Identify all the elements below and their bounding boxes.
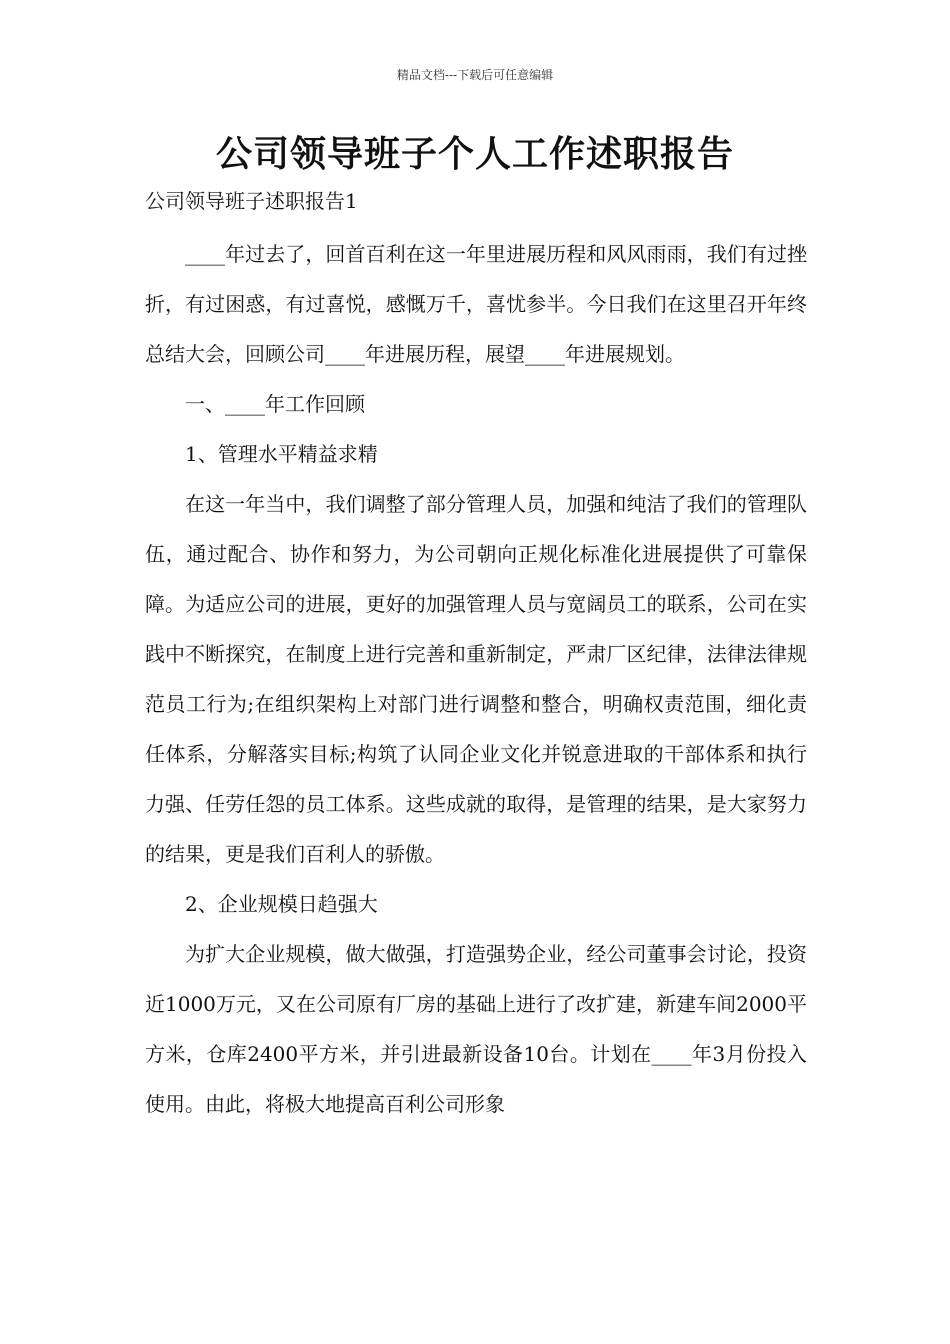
- document-subtitle: 公司领导班子述职报告1: [145, 189, 358, 213]
- section-heading-review: 一、____年工作回顾: [185, 392, 365, 416]
- header-note: 精品文档---下载后可任意编辑: [396, 68, 554, 82]
- paragraph-management: 在这一年当中，我们调整了部分管理人员，加强和纯洁了我们的管理队伍，通过配合、协作和努力，为公司朝向正规化标准化进展提供了可靠保障。为适应公司的进展，更好的加强管理人员与宽阔员工的联系，公司在实践中不断探究，在制度上进行完善和重新制定，严肃厂区纪律，法律法律规范员工行为;在组织架构上对部门进行调整和整合，明确权责范围，细化责任体系，分解落实目标;构筑了认同企业文化并锐意进取的干部体系和执行力强、任劳任怨的员工体系。这些成就的取得，是管理的结果，是大家努力的结果，更是我们百利人的骄傲。: [145, 492, 807, 866]
- paragraph-intro: ____年过去了，回首百利在这一年里进展历程和风风雨雨，我们有过挫折，有过困惑，有过喜悦，感慨万千，喜忧参半。今日我们在这里召开年终总结大会，回顾公司____年进展历程，展望____年进展规划。: [145, 242, 807, 366]
- paragraph-scale: 为扩大企业规模，做大做强，打造强势企业，经公司董事会讨论，投资近1000万元，又在公司原有厂房的基础上进行了改扩建，新建车间2000平方米，仓库2400平方米，并引进最新设备10台。计划在____年3月份投入使用。由此，将极大地提高百利公司形象: [145, 942, 807, 1116]
- document-body: [145, 180, 807, 1129]
- subsection-heading-management: 1、管理水平精益求精: [185, 442, 378, 466]
- subsection-heading-scale: 2、企业规模日趋强大: [185, 892, 378, 916]
- document-title: 公司领导班子个人工作述职报告: [215, 133, 734, 175]
